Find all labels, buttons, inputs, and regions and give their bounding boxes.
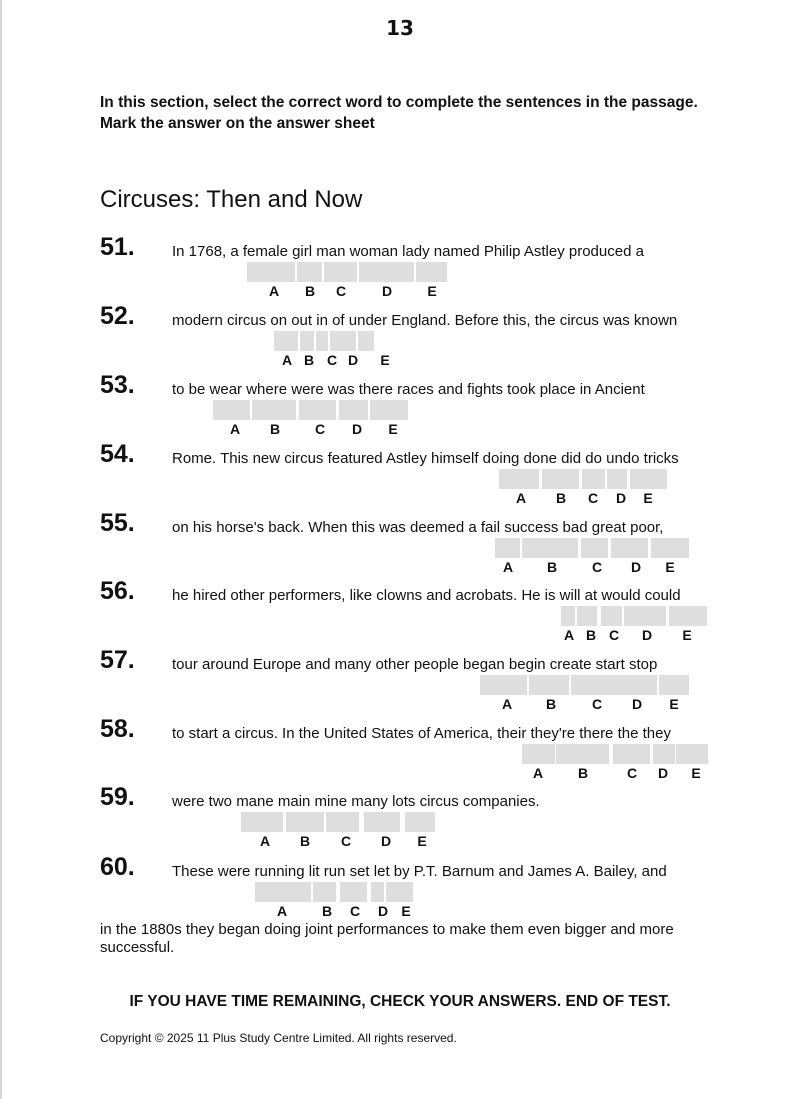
option-letter-b: B	[577, 765, 589, 781]
option-shade-d	[623, 675, 657, 695]
option-letter-e: E	[691, 765, 701, 781]
option-letter-e: E	[682, 627, 692, 643]
option-letter-a: A	[276, 903, 288, 919]
option-shade-b	[297, 262, 322, 282]
option-letter-a: A	[515, 490, 527, 506]
option-shade-e	[386, 882, 413, 902]
option-shade-d	[611, 538, 648, 558]
option-shade-b	[252, 400, 296, 420]
question-number: 52.	[100, 302, 135, 330]
option-shade-b	[522, 538, 578, 558]
option-letter-a: A	[281, 352, 293, 368]
option-letter-d: D	[347, 352, 359, 368]
option-shade-b	[286, 812, 324, 832]
option-shade-d	[624, 606, 666, 626]
question-number: 55.	[100, 509, 135, 537]
instructions-line-2: Mark the answer on the answer sheet	[100, 115, 375, 132]
option-letter-a: A	[259, 833, 271, 849]
option-shade-e	[676, 744, 708, 764]
option-shade-c	[299, 400, 336, 420]
option-letter-c: C	[349, 903, 361, 919]
option-shade-a	[522, 744, 555, 764]
option-shade-b	[313, 882, 336, 902]
option-letter-c: C	[591, 559, 603, 575]
page-edge	[0, 0, 2, 1099]
option-letter-c: C	[587, 490, 599, 506]
option-letter-e: E	[669, 696, 679, 712]
option-shade-d	[607, 469, 627, 489]
option-shade-a	[241, 812, 283, 832]
option-letter-b: B	[304, 283, 316, 299]
option-shade-e	[630, 469, 667, 489]
option-shade-b	[556, 744, 609, 764]
option-letter-a: A	[563, 627, 575, 643]
option-letter-e: E	[417, 833, 427, 849]
option-letter-c: C	[608, 627, 620, 643]
option-shade-e	[405, 812, 435, 832]
option-letter-b: B	[269, 421, 281, 437]
question-sentence: tour around Europe and many other people began begin create start stop	[172, 656, 658, 673]
question-sentence: he hired other performers, like clowns and acrobats. He is will at would could	[172, 587, 681, 604]
question-sentence: to start a circus. In the United States of America, their they're there the they	[172, 725, 671, 742]
option-shade-e	[669, 606, 707, 626]
question-sentence: modern circus on out in of under England. Before this, the circus was known	[172, 312, 678, 329]
option-letter-a: A	[502, 559, 514, 575]
option-shade-a	[247, 262, 295, 282]
instructions-line-1: In this section, select the correct word to complete the sentences in the passage.	[100, 94, 698, 111]
question-sentence: were two mane main mine many lots circus companies.	[172, 793, 540, 810]
question-sentence: on his horse's back. When this was deemed a fail success bad great poor,	[172, 519, 664, 536]
option-letter-c: C	[314, 421, 326, 437]
question-number: 51.	[100, 233, 135, 261]
option-shade-a	[255, 882, 311, 902]
option-letter-d: D	[631, 696, 643, 712]
option-shade-e	[416, 262, 447, 282]
option-letter-e: E	[643, 490, 653, 506]
option-shade-c	[582, 469, 605, 489]
option-shade-c	[571, 675, 626, 695]
option-shade-c	[601, 606, 622, 626]
option-letter-d: D	[377, 903, 389, 919]
page-number: 13	[386, 16, 414, 40]
question-number: 54.	[100, 440, 135, 468]
option-letter-b: B	[545, 696, 557, 712]
question-number: 58.	[100, 715, 135, 743]
option-shade-d	[330, 331, 356, 351]
end-of-test-note: IF YOU HAVE TIME REMAINING, CHECK YOUR ANSWERS. END OF TEST.	[129, 993, 671, 1010]
option-letter-b: B	[321, 903, 333, 919]
option-shade-b	[542, 469, 579, 489]
question-number: 53.	[100, 371, 135, 399]
option-letter-c: C	[626, 765, 638, 781]
option-shade-c	[340, 882, 367, 902]
option-letter-d: D	[630, 559, 642, 575]
section-title: Circuses: Then and Now	[100, 186, 363, 213]
question-number: 59.	[100, 783, 135, 811]
option-shade-a	[499, 469, 539, 489]
option-letter-a: A	[532, 765, 544, 781]
option-shade-c	[581, 538, 608, 558]
question-number: 57.	[100, 646, 135, 674]
question-number: 60.	[100, 853, 135, 881]
option-letter-b: B	[299, 833, 311, 849]
question-number: 56.	[100, 577, 135, 605]
option-shade-a	[495, 538, 520, 558]
option-letter-c: C	[591, 696, 603, 712]
option-letter-d: D	[657, 765, 669, 781]
option-letter-d: D	[615, 490, 627, 506]
option-shade-e	[370, 400, 408, 420]
option-shade-c	[324, 262, 357, 282]
option-letter-b: B	[546, 559, 558, 575]
option-shade-b	[300, 331, 314, 351]
option-letter-c: C	[335, 283, 347, 299]
option-letter-c: C	[326, 352, 338, 368]
option-shade-a	[480, 675, 527, 695]
option-letter-e: E	[401, 903, 411, 919]
option-shade-d	[339, 400, 368, 420]
option-letter-e: E	[427, 283, 437, 299]
option-letter-d: D	[351, 421, 363, 437]
option-shade-b	[577, 606, 597, 626]
option-letter-d: D	[380, 833, 392, 849]
option-letter-b: B	[555, 490, 567, 506]
question-sentence: These were running lit run set let by P.T. Barnum and James A. Bailey, and	[172, 863, 667, 880]
copyright: Copyright © 2025 11 Plus Study Centre Limited. All rights reserved.	[100, 1031, 457, 1045]
option-letter-e: E	[665, 559, 675, 575]
option-letter-d: D	[381, 283, 393, 299]
option-letter-a: A	[501, 696, 513, 712]
option-letter-c: C	[340, 833, 352, 849]
option-shade-e	[358, 331, 374, 351]
question-sentence: to be wear where were was there races and fights took place in Ancient	[172, 381, 645, 398]
option-letter-d: D	[641, 627, 653, 643]
option-shade-a	[274, 331, 298, 351]
option-shade-b	[529, 675, 569, 695]
option-shade-a	[561, 606, 575, 626]
instructions	[100, 92, 740, 134]
closing-text: in the 1880s they began doing joint performances to make them even bigger and more successful.	[100, 921, 674, 956]
option-shade-d	[653, 744, 675, 764]
option-shade-c	[316, 331, 328, 351]
option-shade-d	[364, 812, 400, 832]
option-shade-e	[651, 538, 689, 558]
question-sentence: In 1768, a female girl man woman lady named Philip Astley produced a	[172, 243, 644, 260]
option-letter-a: A	[268, 283, 280, 299]
option-letter-e: E	[380, 352, 390, 368]
option-shade-d	[359, 262, 414, 282]
question-sentence: Rome. This new circus featured Astley himself doing done did do undo tricks	[172, 450, 679, 467]
option-letter-e: E	[388, 421, 398, 437]
option-shade-e	[659, 675, 689, 695]
option-shade-c	[326, 812, 359, 832]
option-shade-d	[371, 882, 384, 902]
option-letter-b: B	[585, 627, 597, 643]
option-shade-c	[613, 744, 650, 764]
option-shade-a	[213, 400, 250, 420]
option-letter-a: A	[229, 421, 241, 437]
option-letter-b: B	[303, 352, 315, 368]
